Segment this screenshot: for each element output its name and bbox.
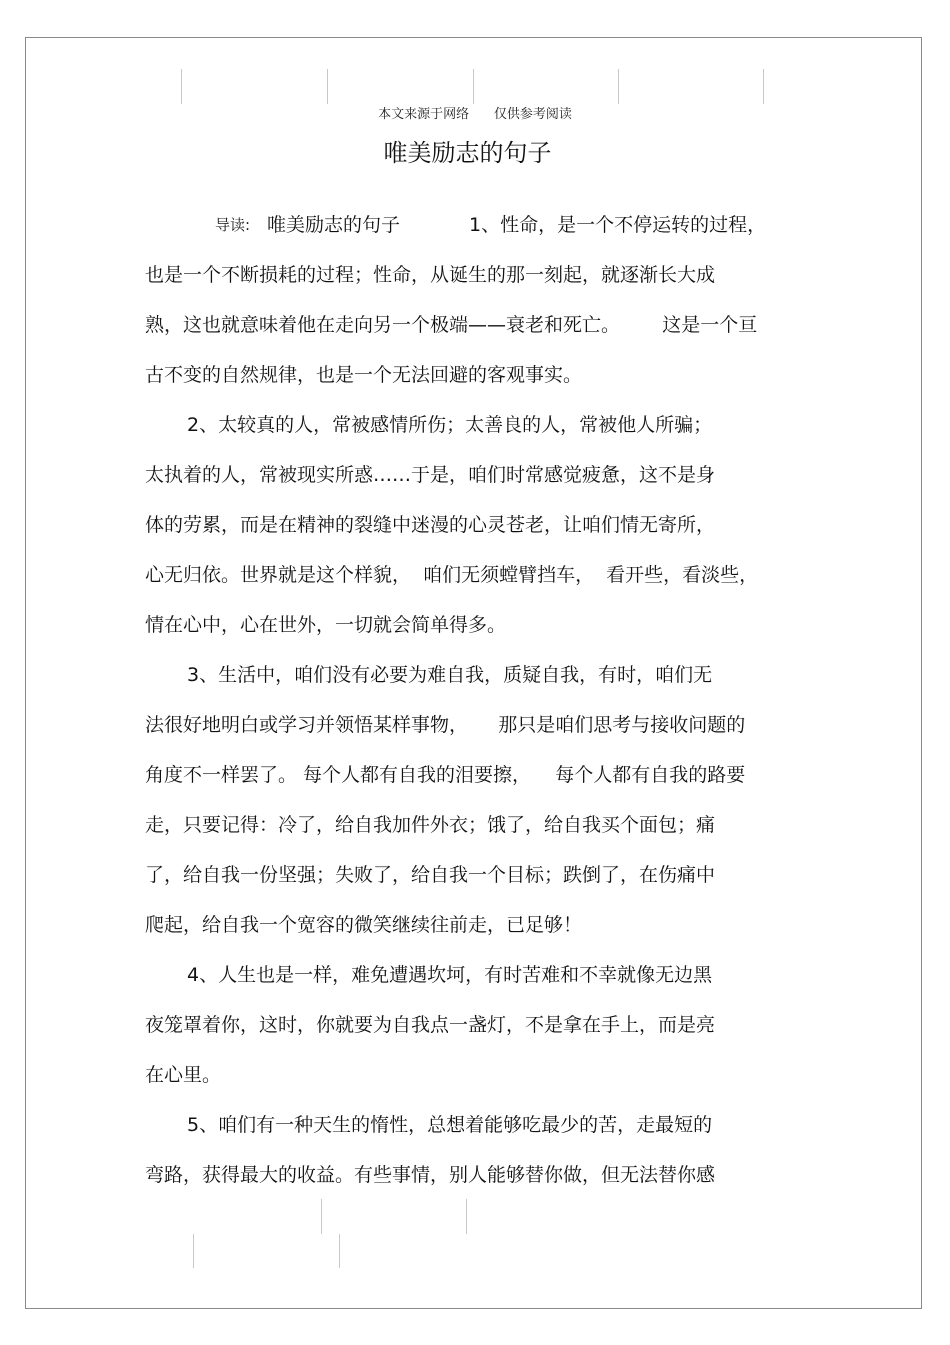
body-line: 古不变的自然规律，也是一个无法回避的客观事实。 (145, 364, 583, 386)
source-note: 本文来源于网络 仅供参考阅读 (378, 107, 572, 122)
body-line: 也是一个不断损耗的过程；性命，从诞生的那一刻起，就逐渐长大成 (145, 264, 716, 286)
intro-text: 唯美励志的句子 (267, 214, 401, 236)
body-line: 2、太较真的人，常被感情所伤；太善良的人，常被他人所骗； (187, 414, 713, 436)
document-title: 唯美励志的句子 (383, 139, 552, 167)
body-line: 弯路，获得最大的收益。有些事情，别人能够替你做，但无法替你感 (145, 1164, 716, 1186)
intro-label: 导读: (215, 216, 251, 234)
footer-rule-mark (339, 1234, 340, 1268)
body-line: 1、性命，是一个不停运转的过程， (469, 214, 767, 236)
body-line: 夜笼罩着你，这时，你就要为自我点一盏灯，不是拿在手上，而是亮 (145, 1014, 716, 1036)
body-line: 走，只要记得：冷了，给自我加件外衣；饿了，给自我买个面包；痛 (145, 814, 716, 836)
header-rule-mark (473, 69, 474, 104)
header-rule-mark (181, 69, 182, 104)
body-line: 情在心中，心在世外，一切就会简单得多。 (145, 614, 507, 636)
header-rule-mark (327, 69, 328, 104)
body-line: 体的劳累，而是在精神的裂缝中迷漫的心灵苍老，让咱们情无寄所， (145, 514, 716, 536)
body-line: 法很好地明白或学习并领悟某样事物， 那只是咱们思考与接收问题的 (145, 714, 746, 736)
footer-rule-mark (321, 1199, 322, 1234)
body-line: 爬起，给自我一个宽容的微笑继续往前走，已足够！ (145, 914, 583, 936)
header-rule-mark (763, 69, 764, 104)
body-line: 了，给自我一份坚强；失败了，给自我一个目标；跌倒了，在伤痛中 (145, 864, 716, 886)
footer-rule-mark (466, 1199, 467, 1234)
body-line: 3、生活中，咱们没有必要为难自我，质疑自我，有时，咱们无 (187, 664, 713, 686)
body-line: 角度不一样罢了。 每个人都有自我的泪要擦， 每个人都有自我的路要 (145, 764, 746, 786)
body-line: 心无归依。世界就是这个样貌， 咱们无须螳臂挡车， 看开些，看淡些， (145, 564, 759, 586)
body-line: 4、人生也是一样，难免遭遇坎坷，有时苦难和不幸就像无边黑 (187, 964, 713, 986)
body-line: 熟，这也就意味着他在走向另一个极端——衰老和死亡。 这是一个亘 (145, 314, 758, 336)
body-line: 5、咱们有一种天生的惰性，总想着能够吃最少的苦，走最短的 (187, 1114, 713, 1136)
header-rule-mark (618, 69, 619, 104)
footer-rule-mark (193, 1234, 194, 1268)
body-line: 在心里。 (145, 1064, 222, 1086)
body-line: 太执着的人，常被现实所惑……于是，咱们时常感觉疲惫，这不是身 (145, 464, 716, 486)
